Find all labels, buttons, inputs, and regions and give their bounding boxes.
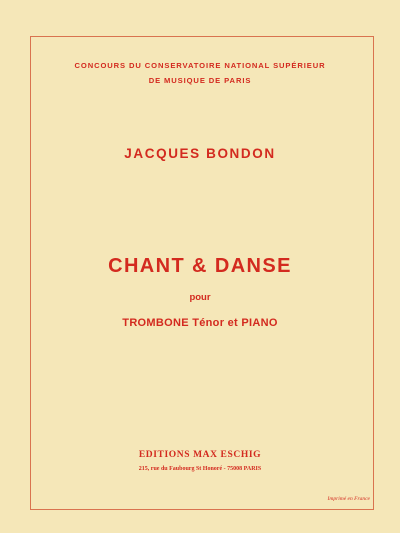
instrumentation: TROMBONE Ténor et PIANO (122, 317, 278, 329)
title-preposition: pour (189, 292, 211, 303)
competition-line-1: CONCOURS DU CONSERVATOIRE NATIONAL SUPÉRIEUR (74, 61, 326, 70)
competition-line-2: DE MUSIQUE DE PARIS (148, 76, 252, 85)
composer-name: JACQUES BONDON (124, 146, 276, 161)
publisher-address: 215, rue du Faubourg St Honoré - 75008 PARIS (138, 466, 262, 472)
printed-in-note: Imprimé en France (327, 496, 370, 502)
publisher-name: EDITIONS MAX ESCHIG (138, 450, 262, 460)
work-title: CHANT & DANSE (108, 255, 292, 277)
